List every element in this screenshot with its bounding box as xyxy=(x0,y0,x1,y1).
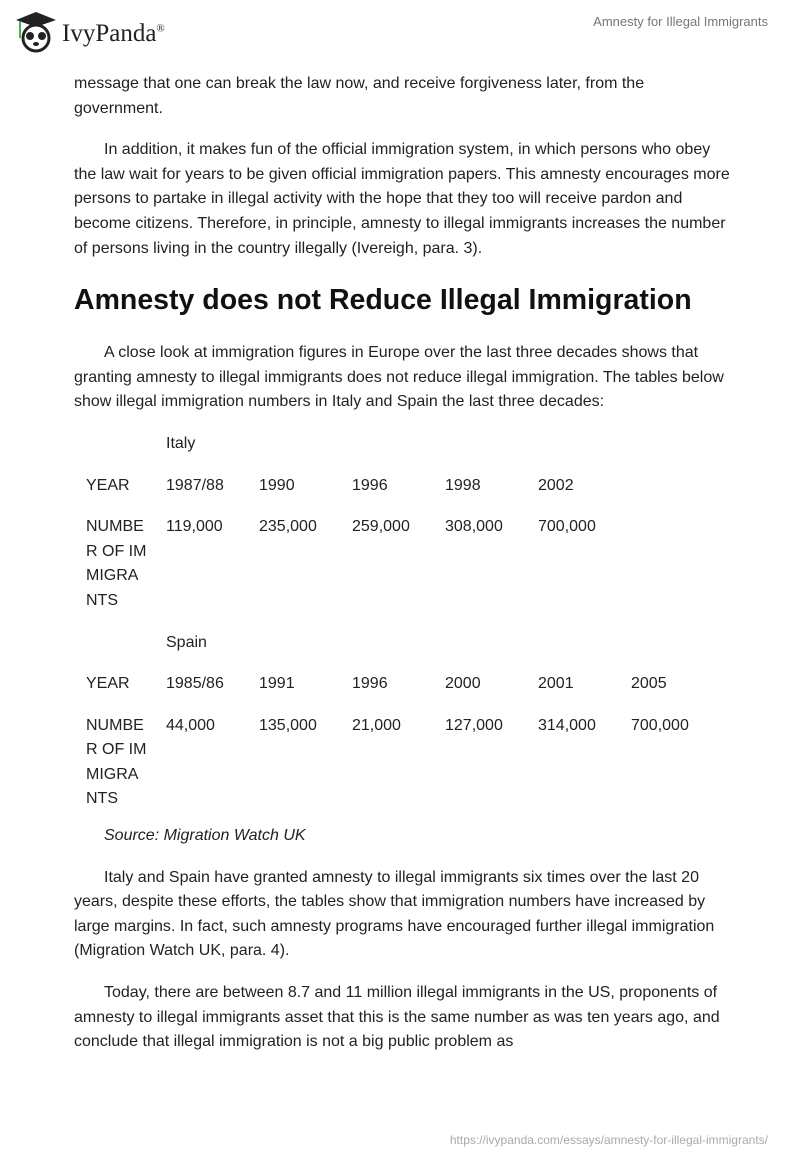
table-caption-italy: Italy xyxy=(166,434,196,452)
table-cell: 1996 xyxy=(352,476,388,494)
table-cell: 1998 xyxy=(445,476,481,494)
paragraph: message that one can break the law now, and receive forgiveness later, from the government. xyxy=(74,75,645,117)
table-cell: 700,000 xyxy=(538,518,596,536)
table-cell: 235,000 xyxy=(259,518,317,536)
essay-content xyxy=(74,72,734,1072)
table-cell: 700,000 xyxy=(631,716,689,734)
table-row-years xyxy=(74,474,724,516)
table-cell: 119,000 xyxy=(166,518,223,536)
number-label xyxy=(74,714,166,812)
document-title: Amnesty for Illegal Immigrants xyxy=(593,14,768,29)
paragraph: In addition, it makes fun of the official immigration system, in which persons who obey the law wait for years to be given official immigration papers. This amnesty encourages more persons to partake in illegal activity with the hope that they too will receive pardon and become citizens. Therefore, in principle, amnesty to illegal immigrants increases the number of persons living in the country illegally (Ivereigh, para. 3). xyxy=(74,141,730,257)
section-heading: Amnesty does not Reduce Illegal Immigration xyxy=(74,284,692,317)
table-row-years xyxy=(74,672,724,714)
number-label xyxy=(74,515,166,630)
logo-text: IvyPanda xyxy=(62,20,157,47)
table-cell xyxy=(631,515,724,630)
table-cell: 308,000 xyxy=(445,518,503,536)
year-label: YEAR xyxy=(86,476,130,494)
ivypanda-logo[interactable] xyxy=(12,8,165,54)
registered-mark: ® xyxy=(156,22,165,35)
table-cell: 1985/86 xyxy=(166,675,224,693)
table-row-numbers xyxy=(74,714,724,812)
panda-graduate-icon xyxy=(12,8,58,54)
table-cell: 2002 xyxy=(538,476,574,494)
table-cell: 44,000 xyxy=(166,716,215,734)
table-cell: 2001 xyxy=(538,675,574,693)
table-cell: 1987/88 xyxy=(166,476,224,494)
table-row-numbers xyxy=(74,515,724,630)
paragraph: Today, there are between 8.7 and 11 million illegal immigrants in the US, proponents of amnesty to illegal immigrants asset that this is the same number as was ten years ago, and conclude that illegal immigration is not a big public problem as xyxy=(74,984,720,1051)
table-cell xyxy=(631,474,724,516)
table-source: Source: Migration Watch UK xyxy=(104,827,306,845)
table-cell: 1996 xyxy=(352,675,388,693)
year-label: YEAR xyxy=(86,675,130,693)
number-label-text: NUMBER OF IMMIGRANTS xyxy=(86,716,147,808)
number-label-text: NUMBER OF IMMIGRANTS xyxy=(86,518,147,609)
table-cell: 127,000 xyxy=(445,716,503,734)
table-cell: 2005 xyxy=(631,675,667,693)
paragraph: Italy and Spain have granted amnesty to illegal immigrants six times over the last 20 years, despite these efforts, the tables show that immigration numbers have increased by large margins. In fact, such amnesty programs have encouraged further illegal immigration (Migration Watch UK, para. 4). xyxy=(74,868,715,960)
table-cell: 259,000 xyxy=(352,518,410,536)
immigration-table xyxy=(74,432,724,812)
table-cell: 2000 xyxy=(445,675,481,693)
source-url[interactable]: https://ivypanda.com/essays/amnesty-for-illegal-immigrants/ xyxy=(449,1133,768,1147)
table-caption-spain: Spain xyxy=(166,633,207,651)
table-cell: 1990 xyxy=(259,476,295,494)
table-cell: 135,000 xyxy=(259,716,317,734)
table-cell: 1991 xyxy=(259,675,295,693)
table-cell: 21,000 xyxy=(352,716,401,734)
paragraph: A close look at immigration figures in Europe over the last three decades shows that granting amnesty to illegal immigrants does not reduce illegal immigration. The tables below show illegal immigration numbers in Italy and Spain the last three decades: xyxy=(74,344,724,411)
table-cell: 314,000 xyxy=(538,716,596,734)
